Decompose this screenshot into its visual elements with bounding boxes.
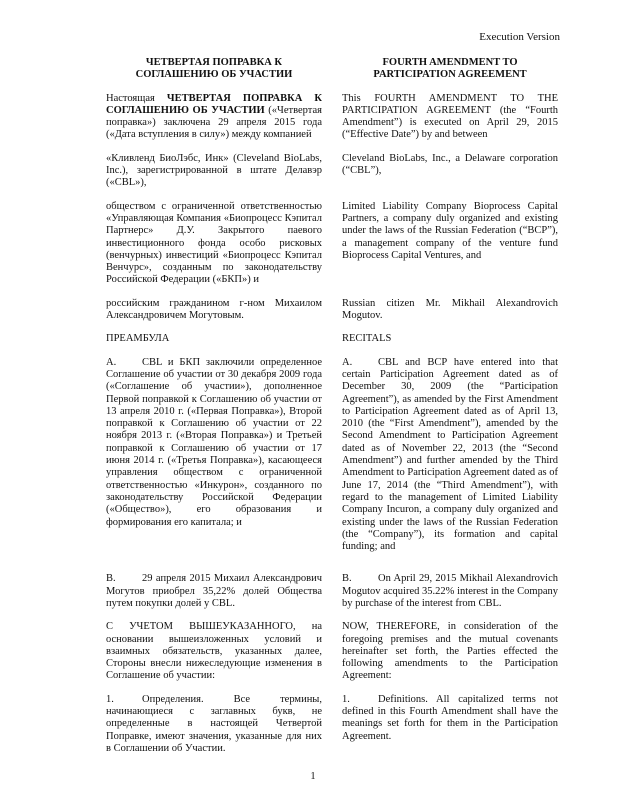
recital-b-en (342, 573, 558, 610)
recital-a-text-ru: CBL и БКП заключили определенное Соглашение об участии от 30 декабря 2009 года («Соглашение об участии»), дополненное Первой поправкой к Соглашению об участии от 13 апреля 2010 г. («Первая Поправка»), Второй поправкой к Соглашению об участии от 22 ноября 2013 г. («Вторая Поправка») и Третьей поправкой к Соглашению об участии от 17 июня 2014 г. («Третья Поправка»), касающееся управления обществом с ограниченной ответственностью «Инкурон», созданного по законодательству Российской Федерации («Общество»), его образования и формирования его капитала; и (106, 356, 322, 528)
intro-paragraph-ru (106, 93, 322, 142)
party-mogutov-ru: российским гражданином г-ном Михаилом Александровичем Могутовым. (106, 297, 322, 322)
recital-a-row (106, 357, 558, 554)
document-title-ru: ЧЕТВЕРТАЯ ПОПРАВКА К СОГЛАШЕНИЮ ОБ УЧАСТИИ (135, 57, 293, 81)
party-cbl-ru: «Кливленд БиоЛэбс, Инк» (Cleveland BioLabs, Inc.), зарегистрированной в штате Делавэр («CBL»), (106, 152, 322, 189)
recital-a-en (342, 357, 558, 554)
page-number: 1 (310, 771, 316, 782)
now-therefore-row (106, 621, 558, 682)
party-bcp-row (106, 201, 558, 287)
recital-a-ru (106, 357, 322, 529)
section-1-text-ru: Определения. Все термины, начинающиеся с заглавных букв, не определенные в настоящей Четвертой Поправке, имеют значения, указанные для них в Соглашении об Участии. (106, 693, 322, 754)
section-1-ru (106, 694, 322, 755)
recital-b-ru (106, 573, 322, 610)
party-cbl-row (106, 153, 558, 190)
recital-a-label-en: A. (342, 356, 353, 368)
now-therefore-en: NOW, THEREFORE, in consideration of the foregoing premises and the mutual covenants hereinafter set forth, the Parties effected the following amendments to the Participation Agreement: (342, 621, 558, 682)
bilingual-agreement-body (106, 57, 558, 766)
recitals-heading-en: RECITALS (342, 333, 392, 345)
intro-row (106, 93, 558, 142)
section-1-label-en: 1. (342, 693, 350, 705)
recital-a-label-ru: А. (106, 356, 117, 368)
intro-ru-post: («Четвертая поправка») заключена 29 апреля 2015 года («Дата вступления в силу») между компанией (106, 104, 322, 141)
document-title-en: FOURTH AMENDMENT TO PARTICIPATION AGREEMENT (373, 57, 527, 81)
now-therefore-ru: С УЧЕТОМ ВЫШЕУКАЗАННОГО, на основании вышеизложенных условий и взаимных обязательств, указанных далее, Стороны внесли нижеследующие изменения в Соглашение об участии: (106, 621, 322, 682)
section-1-label-ru: 1. (106, 693, 114, 705)
intro-ru-pre: Настоящая (106, 92, 167, 104)
recital-b-label-ru: В. (106, 573, 116, 585)
intro-paragraph-en: This FOURTH AMENDMENT TO THE PARTICIPATION AGREEMENT (the “Fourth Amendment”) is executed on April 29, 2015 (“Effective Date”) by and between (342, 92, 558, 141)
recital-b-text-ru: 29 апреля 2015 Михаил Александрович Могутов приобрел 35,22% долей Общества путем покупки долей у CBL. (106, 573, 322, 609)
section-1-text-en: Definitions. All capitalized terms not defined in this Fourth Amendment shall have the meanings set forth for them in the Participation Agreement. (342, 693, 558, 742)
section-1-en (342, 694, 558, 743)
recitals-heading-row (106, 333, 558, 345)
recital-b-text-en: On April 29, 2015 Mikhail Alexandrovich Mogutov acquired 35.22% interest in the Company by purchase of the interest from CBL. (342, 573, 558, 609)
title-row (106, 57, 558, 82)
recital-b-label-en: B. (342, 573, 352, 585)
section-1-row (106, 694, 558, 755)
party-mogutov-row (106, 298, 558, 323)
party-bcp-ru: обществом с ограниченной ответственностью «Управляющая Компания «Биопроцесс Кэпитал Партнерс» Д.У. Закрытого паевого инвестиционного фонда особо рисковых (венчурных) инвестиций «Биопроцесс Кэпитал Венчурс», созданным по законодательству Российской Федерации («БКП») и (106, 200, 322, 286)
party-bcp-en: Limited Liability Company Bioprocess Capital Partners, a company duly organized and existing under the laws of the Russian Federation (“BCP”), a management company of the venture fund Bioprocess Capital Ventures, and (342, 200, 558, 261)
recital-a-text-en: CBL and BCP have entered into that certain Participation Agreement dated as of December 30, 2009 (the “Participation Agreement”), as amended by the First Amendment to Participation Agreement dated as of April 13, 2010 (the “First Amendment”), amended by the Second Amendment to Participation Agreement dated as of November 22, 2013 (the “Second Amendment”) and further amended by the Third Amendment to Participation Agreement dated as of June 17, 2014 (the “Third Amendment”), with regard to the management of Limited Liability Company Incuron, a company duly organized and existing under the laws of the Russian Federation (the “Company”), its formation and capital funding; and (342, 356, 558, 553)
party-mogutov-en: Russian citizen Mr. Mikhail Alexandrovich Mogutov. (342, 297, 558, 322)
recital-b-row (106, 573, 558, 610)
party-cbl-en: Cleveland BioLabs, Inc., a Delaware corporation (“CBL”), (342, 152, 558, 177)
execution-version-label: Execution Version (479, 31, 560, 43)
recitals-heading-ru: ПРЕАМБУЛА (106, 333, 170, 345)
intro-ru-bold-title: ЧЕТВЕРТАЯ ПОПРАВКА К СОГЛАШЕНИЮ ОБ УЧАСТИИ (106, 92, 322, 116)
